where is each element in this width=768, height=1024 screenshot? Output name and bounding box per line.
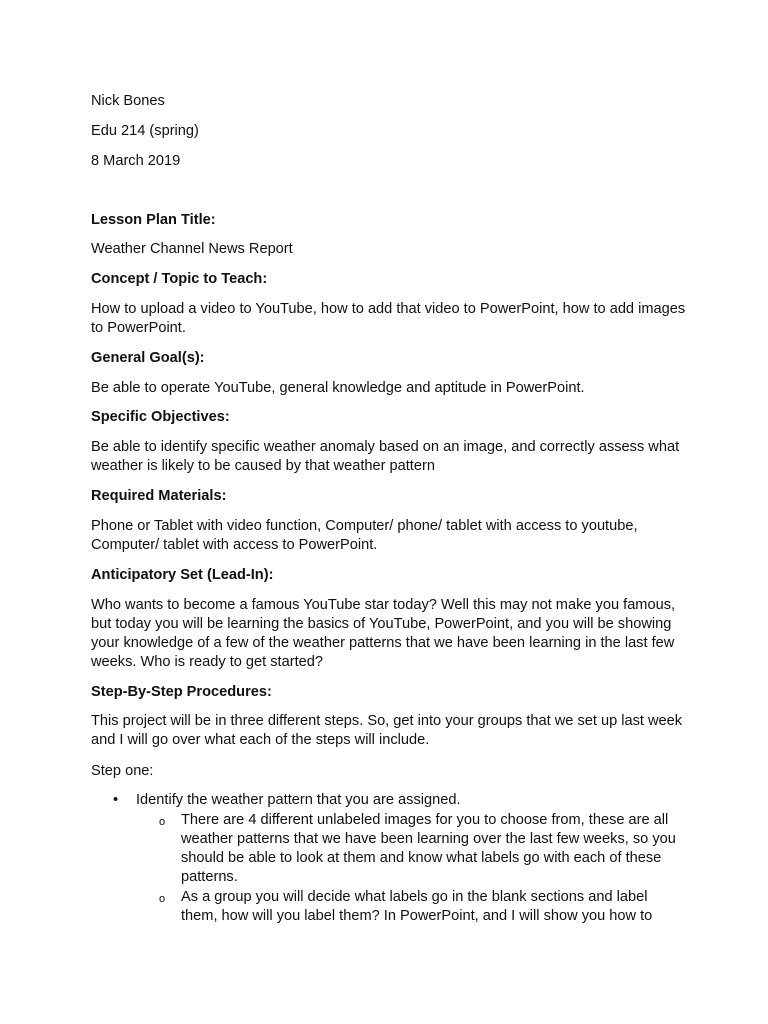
objectives-text: Be able to identify specific weather anomaly based on an image, and correctly assess what weather is likely to be caused by that weather pattern <box>91 439 680 474</box>
goals-text: Be able to operate YouTube, general knowledge and aptitude in PowerPoint. <box>91 380 585 396</box>
anticipatory-heading: Anticipatory Set (Lead-In): <box>91 567 274 583</box>
objectives-heading: Specific Objectives: <box>91 409 230 425</box>
document-page <box>91 0 691 1024</box>
bullet-marker: • <box>113 792 119 808</box>
lesson-title-heading: Lesson Plan Title: <box>91 212 216 228</box>
procedures-heading: Step-By-Step Procedures: <box>91 684 272 700</box>
document-date: 8 March 2019 <box>91 153 181 169</box>
goals-heading: General Goal(s): <box>91 350 205 366</box>
sub-bullet-text: There are 4 different unlabeled images for you to choose from, these are all weather patterns that we have been learning over the last few weeks, so you should be able to look at them and know what labels go with each of these patterns. <box>181 812 676 885</box>
author-name: Nick Bones <box>91 93 165 109</box>
materials-heading: Required Materials: <box>91 488 227 504</box>
concept-text: How to upload a video to YouTube, how to add that video to PowerPoint, how to add images to PowerPoint. <box>91 301 686 336</box>
bullet-text: Identify the weather pattern that you are assigned. <box>136 792 461 808</box>
procedures-text: This project will be in three different steps. So, get into your groups that we set up last week and I will go over what each of the steps will include. <box>91 713 683 748</box>
sub-bullet-marker: o <box>159 893 166 905</box>
anticipatory-text: Who wants to become a famous YouTube star today? Well this may not make you famous, but today you will be learning the basics of YouTube, PowerPoint, and you will be showing your knowledge of a few of the weather patterns that we have been learning in the last few weeks. Who is ready to get started? <box>91 597 676 670</box>
materials-text: Phone or Tablet with video function, Computer/ phone/ tablet with access to youtube, Computer/ tablet with access to PowerPoint. <box>91 518 638 553</box>
concept-heading: Concept / Topic to Teach: <box>91 271 268 287</box>
course-name: Edu 214 (spring) <box>91 123 199 139</box>
sub-bullet-marker: o <box>159 816 166 828</box>
sub-bullet-text: As a group you will decide what labels go in the blank sections and label them, how will you label them? In PowerPoint, and I will show you how to <box>181 889 653 924</box>
lesson-title-text: Weather Channel News Report <box>91 241 293 257</box>
step-one-label: Step one: <box>91 763 154 779</box>
